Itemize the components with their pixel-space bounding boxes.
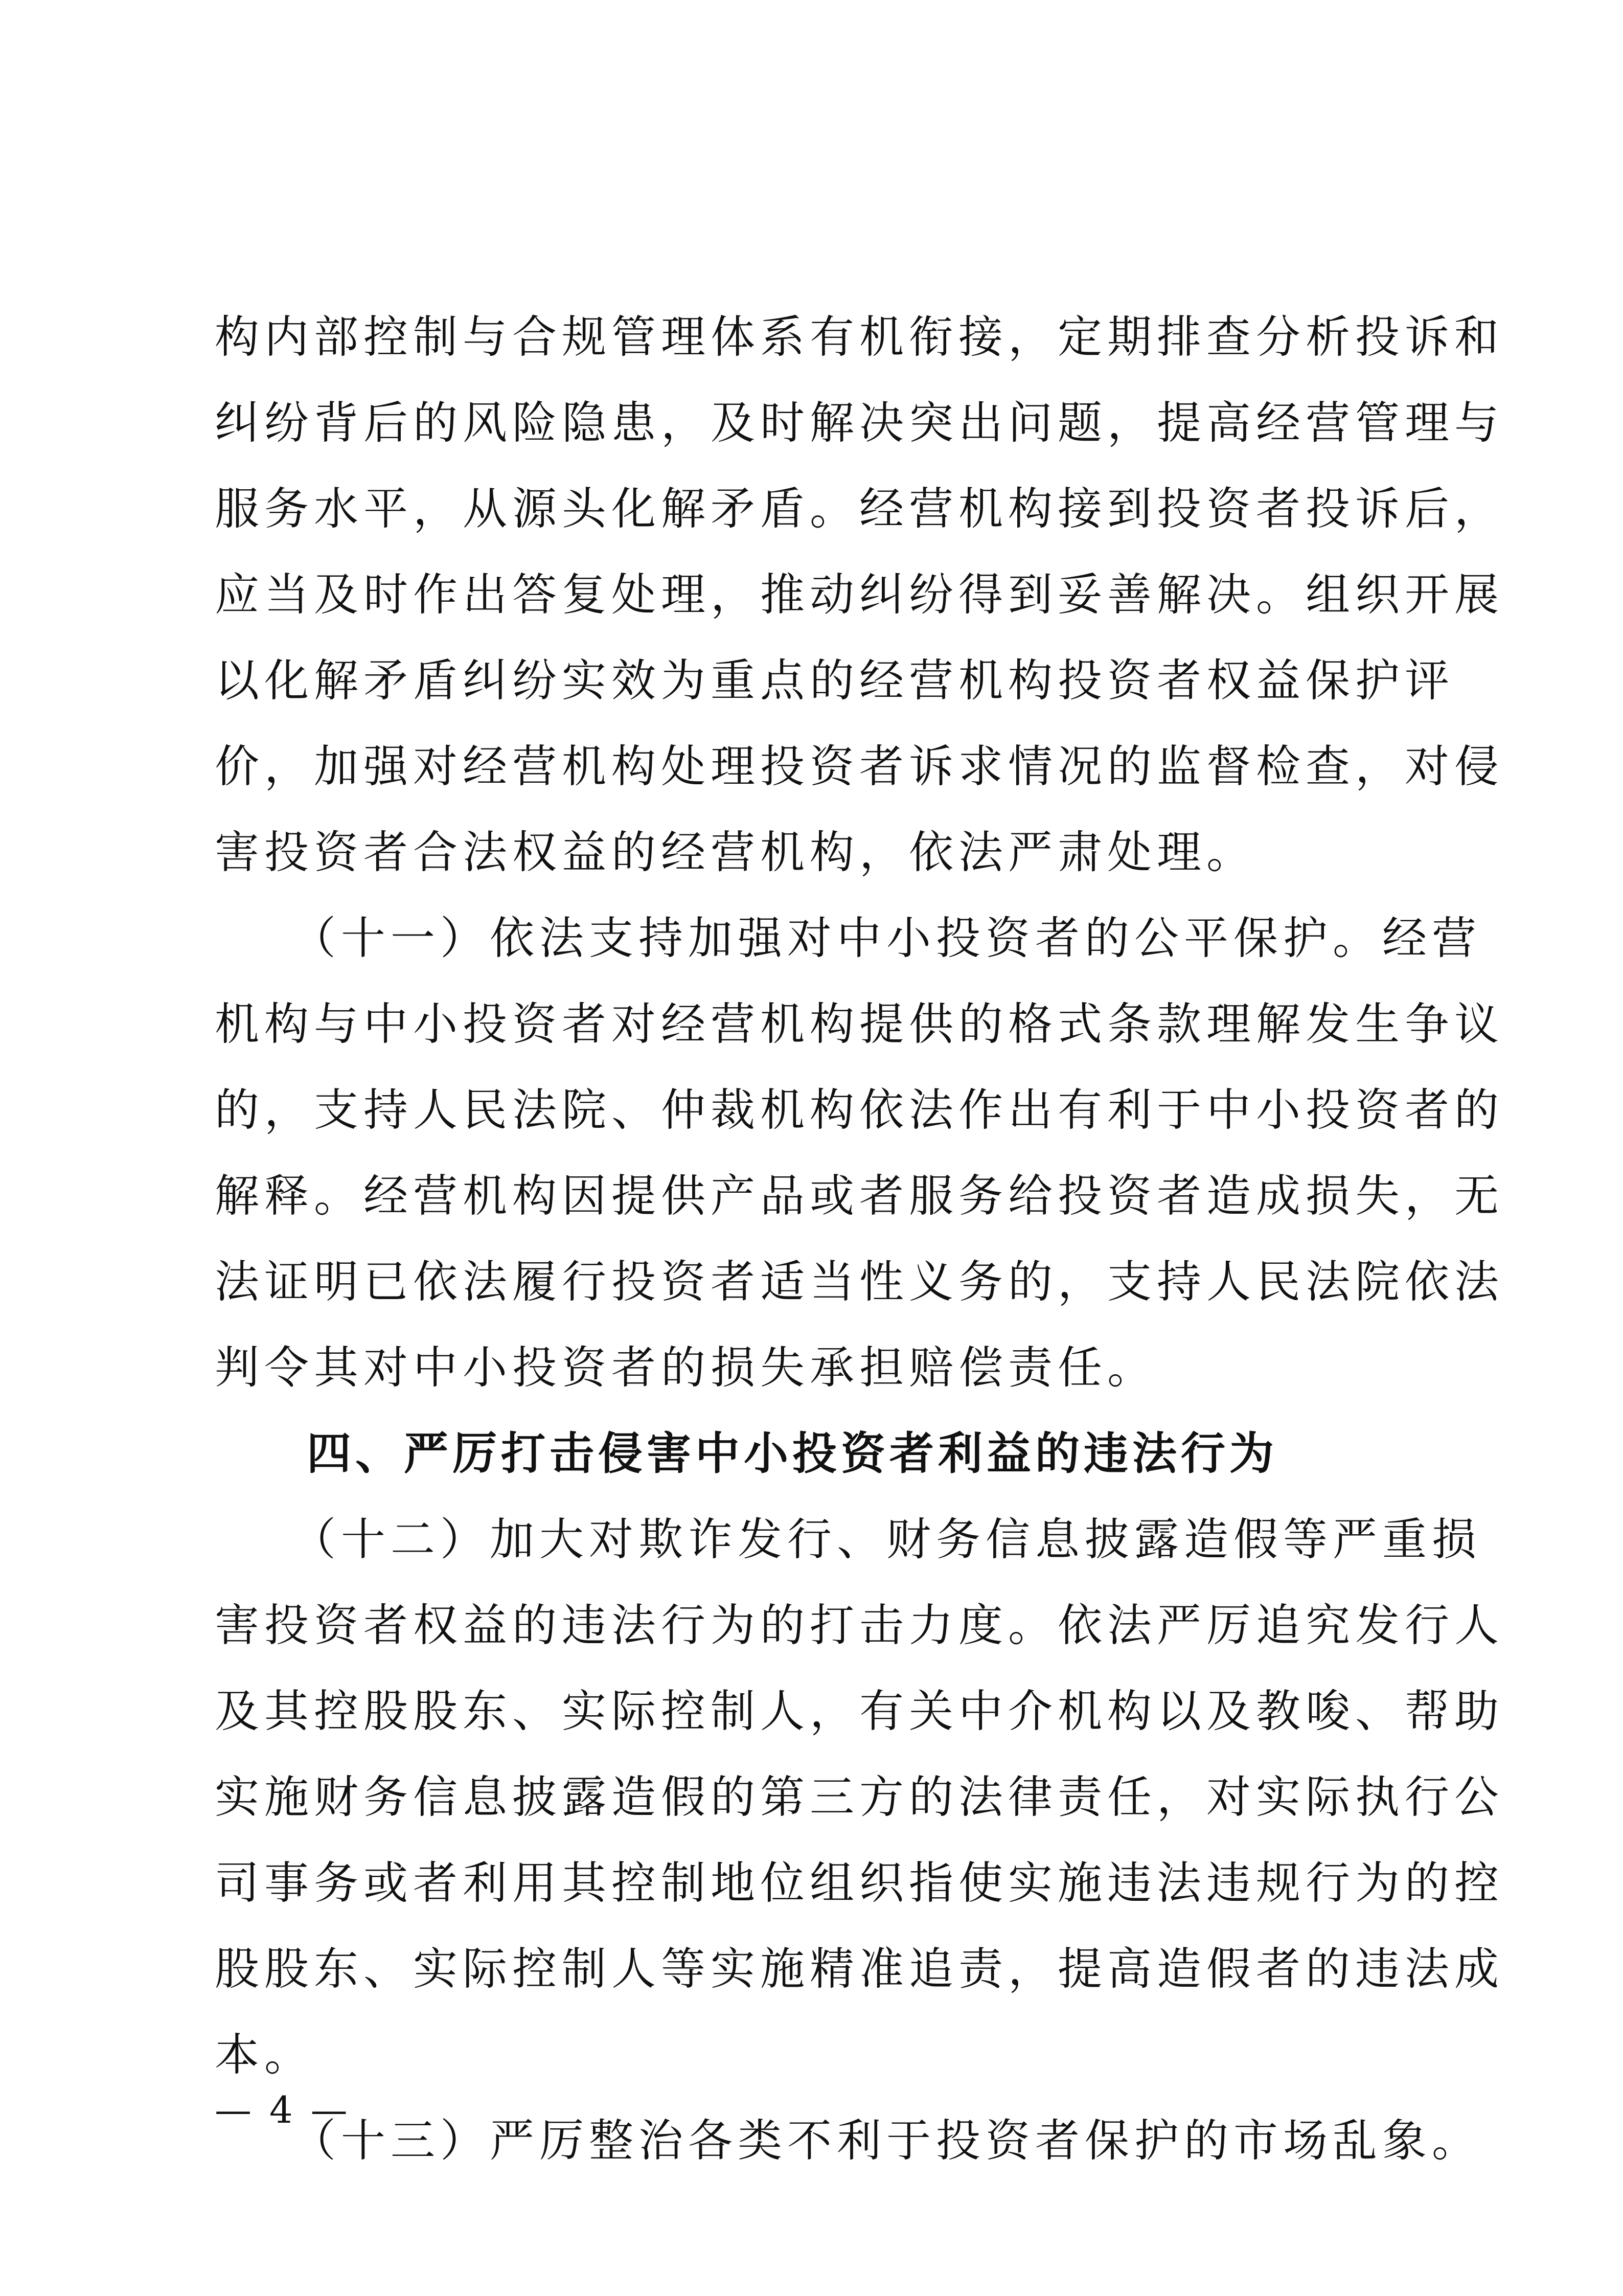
paragraph-11-start: （十一）依法支持加强对中小投资者的公平保护。经营: [291, 912, 1481, 964]
text-line: 解释。经营机构因提供产品或者服务给投资者造成损失，无: [215, 1170, 1504, 1222]
text-line: 的，支持人民法院、仲裁机构依法作出有利于中小投资者的: [215, 1084, 1504, 1136]
text-line: 实施财务信息披露造假的第三方的法律责任，对实际执行公: [215, 1771, 1504, 1823]
text-line: 本。: [215, 2029, 314, 2081]
text-line: 以化解矛盾纠纷实效为重点的经营机构投资者权益保护评: [215, 654, 1454, 707]
text-line: 机构与中小投资者对经营机构提供的格式条款理解发生争议: [215, 998, 1504, 1050]
section-heading: 四、严厉打击侵害中小投资者利益的违法行为: [307, 1427, 1278, 1480]
page-number: — 4 —: [215, 2088, 351, 2131]
text-line: 股股东、实际控制人等实施精准追责，提高造假者的违法成: [215, 1943, 1504, 1995]
text-line: 应当及时作出答复处理，推动纠纷得到妥善解决。组织开展: [215, 569, 1504, 621]
text-line: 及其控股股东、实际控制人，有关中介机构以及教唆、帮助: [215, 1685, 1504, 1737]
document-body: [215, 294, 1504, 2184]
text-line: 价，加强对经营机构处理投资者诉求情况的监督检查，对侵: [215, 740, 1504, 792]
paragraph-12-start: （十二）加大对欺诈发行、财务信息披露造假等严重损: [291, 1513, 1481, 1565]
text-line: 构内部控制与合规管理体系有机衔接，定期排查分析投诉和: [215, 311, 1504, 363]
text-line: 法证明已依法履行投资者适当性义务的，支持人民法院依法: [215, 1256, 1504, 1308]
text-line: 害投资者权益的违法行为的打击力度。依法严厉追究发行人: [215, 1599, 1504, 1651]
text-line: 判令其对中小投资者的损失承担赔偿责任。: [215, 1342, 1157, 1394]
text-line: 司事务或者利用其控制地位组织指使实施违法违规行为的控: [215, 1857, 1504, 1909]
text-line: 纠纷背后的风险隐患，及时解决突出问题，提高经营管理与: [215, 397, 1504, 449]
text-line: 服务水平，从源头化解矛盾。经营机构接到投资者投诉后，: [215, 483, 1504, 535]
text-line: 害投资者合法权益的经营机构，依法严肃处理。: [215, 826, 1256, 878]
paragraph-13-start: （十三）严厉整治各类不利于投资者保护的市场乱象。: [291, 2115, 1481, 2167]
